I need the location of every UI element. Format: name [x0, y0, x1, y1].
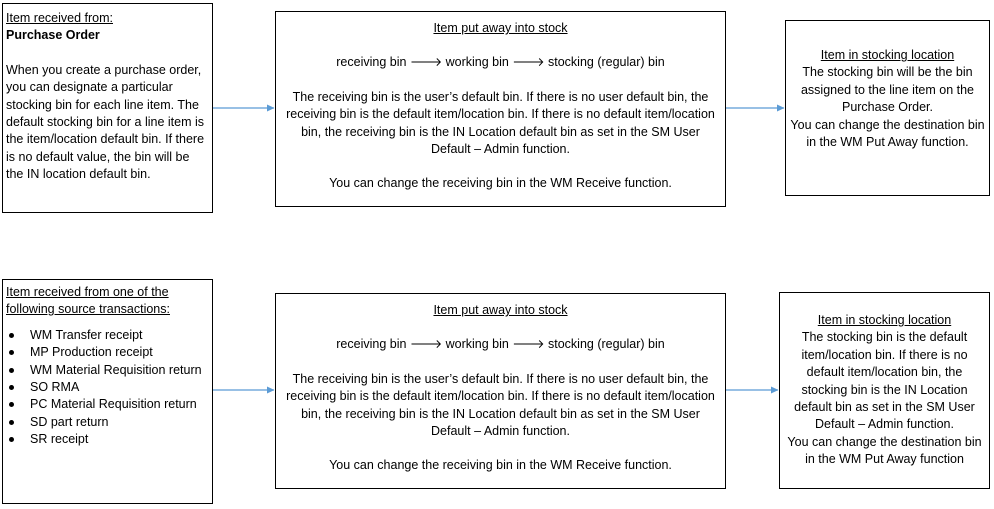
source-transaction-list — [6, 327, 209, 449]
location-body: The stocking bin will be the bin assigned to the line item on the Purchase Order. — [800, 65, 975, 115]
list-item: SD part return — [30, 414, 209, 431]
location-body: The stocking bin is the default item/location bin. If there is no default item/location bin, the stocking bin is the IN Location default bin as set in the SM User Default – Admin function. — [794, 330, 975, 432]
right-arrow-icon: 🡒 — [409, 337, 443, 352]
putaway-body: The receiving bin is the user’s default bin. If there is no user default bin, the receiving bin is the default item/location bin. If there is no default item/location bin, the receiving bin is the IN Location default bin as set in the SM User Default – Admin function. — [286, 371, 715, 439]
flow-stocking-bin: stocking (regular) bin — [548, 337, 665, 352]
right-arrow-icon: 🡒 — [512, 55, 545, 70]
flow-receiving-bin: receiving bin — [336, 337, 407, 352]
bin-flow — [282, 54, 719, 71]
source-title: Item received from: — [6, 11, 113, 25]
putaway-note: You can change the receiving bin in the WM Receive function. — [329, 176, 672, 191]
source-title: Item received from one of the following source transactions: — [6, 285, 170, 317]
location-note: You can change the destination bin in the WM Put Away function — [787, 434, 982, 467]
list-item: WM Transfer receipt — [30, 327, 209, 344]
location-note: You can change the destination bin in the WM Put Away function. — [790, 117, 985, 150]
purchase-order-source-box — [2, 3, 213, 213]
list-item: SR receipt — [30, 431, 209, 448]
bin-flow — [282, 336, 719, 353]
putaway-title: Item put away into stock — [433, 21, 568, 35]
flow-working-bin: working bin — [445, 55, 509, 70]
list-item: WM Material Requisition return — [30, 362, 209, 379]
list-item: PC Material Requisition return — [30, 396, 209, 413]
source-subtitle: Purchase Order — [6, 28, 100, 43]
flow-receiving-bin: receiving bin — [336, 55, 407, 70]
stocking-location-box-row1 — [785, 20, 990, 196]
location-title: Item in stocking location — [820, 48, 955, 62]
other-sources-box — [2, 279, 213, 504]
putaway-box-row1 — [275, 11, 726, 207]
source-body: When you create a purchase order, you can designate a particular stocking bin for each line item. The default stocking bin for a line item is the item/location default bin. If there is no default value, the bin will be the IN location default bin. — [6, 62, 205, 182]
flow-working-bin: working bin — [445, 337, 509, 352]
list-item: MP Production receipt — [30, 344, 209, 361]
putaway-note: You can change the receiving bin in the WM Receive function. — [329, 458, 672, 473]
location-title: Item in stocking location — [817, 313, 952, 327]
putaway-box-row2 — [275, 293, 726, 489]
right-arrow-icon: 🡒 — [512, 337, 545, 352]
list-item: SO RMA — [30, 379, 209, 396]
putaway-title: Item put away into stock — [433, 303, 568, 317]
flow-stocking-bin: stocking (regular) bin — [548, 55, 665, 70]
stocking-location-box-row2 — [779, 292, 990, 489]
putaway-body: The receiving bin is the user’s default bin. If there is no user default bin, the receiving bin is the default item/location bin. If there is no default item/location bin, the receiving bin is the IN Location default bin as set in the SM User Default – Admin function. — [286, 89, 715, 157]
right-arrow-icon: 🡒 — [409, 55, 443, 70]
